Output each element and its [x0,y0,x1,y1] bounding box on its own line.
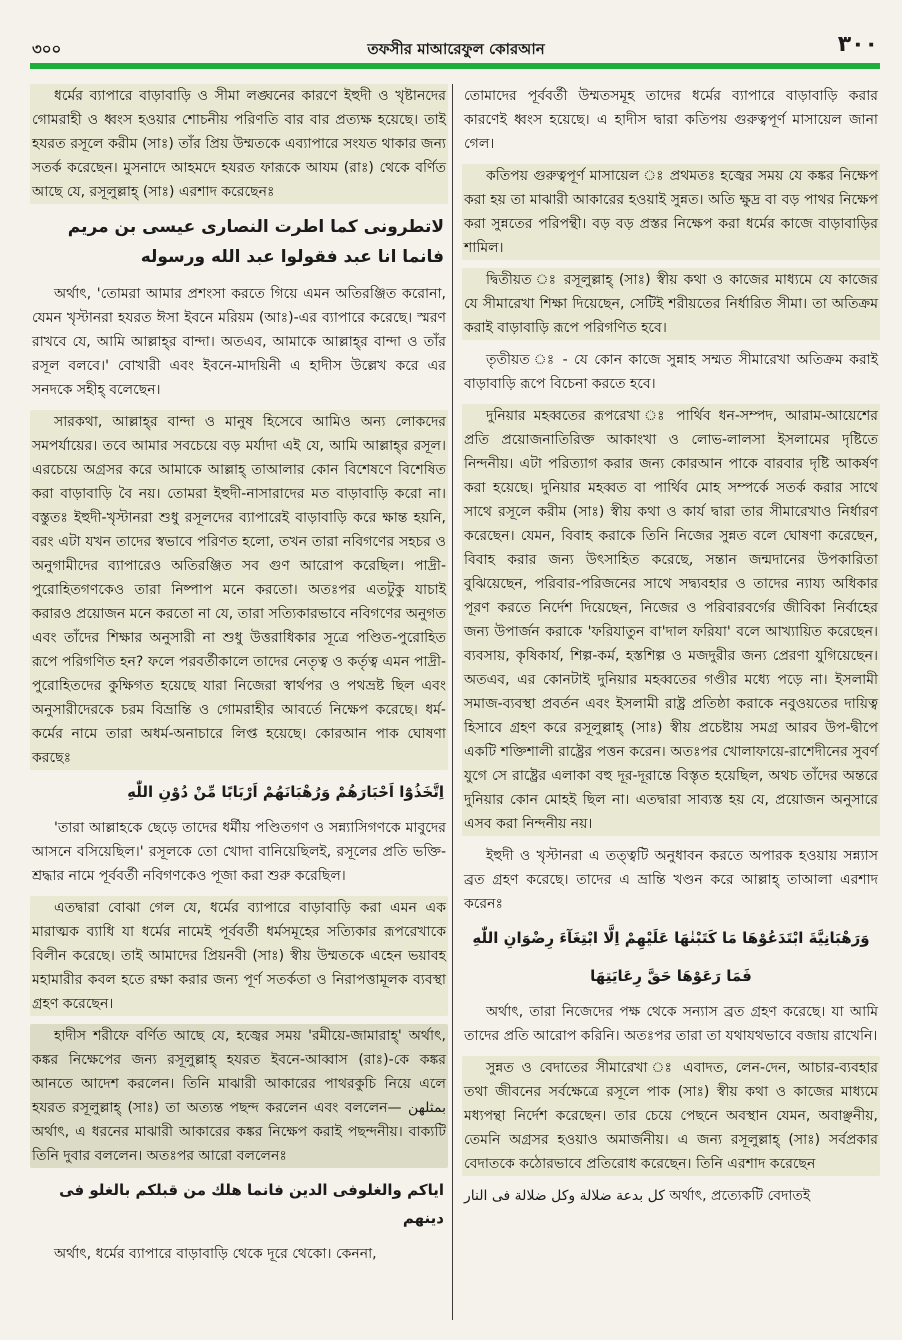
sunnah-bidah-paragraph: সুন্নত ও বেদাতের সীমারেখা ঃ এবাদত, লেন-দেন, আচার-ব্যবহার তথা জীবনের সর্বক্ষেত্রে রসূলে পাক (সাঃ) স্বীয় কথা ও কাজের মাধ্যমে মধ্যপন্থা নির্দেশ করেছেন। তার চেয়ে পেছনে অবস্থান যেমন, অবাঞ্ছনীয়, তেমনি অগ্রসর হওয়াও অমার্জনীয়। এ জন্য রসূলুল্লাহ্ (সাঃ) সর্বপ্রকার বেদাতকে কঠোরভাবে প্রতিরোধ করেছেন। তিনি এরশাদ করেছেন [462,1056,880,1176]
right-column [462,84,880,1320]
paragraph: অর্থাৎ, 'তোমরা আমার প্রশংসা করতে গিয়ে এমন অতিরঞ্জিত করোনা, যেমন খৃস্টানরা হযরত ঈসা ইবনে মরিয়ম (আঃ)-এর ব্যাপারে করেছে। স্মরণ রাখবে যে, আমি আল্লাহ্‌র বান্দা। অতএব, আমাকে আল্লাহ্‌র বান্দা ও তাঁর রসূল বলবে।' বোখারী এবং ইবনে-মাদয়িনী এ হাদীস উল্লেখ করে এর সনদকে সহীহ্ বলেছেন। [32,286,446,398]
paragraph: অর্থাৎ, তারা নিজেদের পক্ষ থেকে সন্যাস ব্রত গ্রহণ করেছে। যা আমি তাদের প্রতি আরোপ করিনি। অতঃপর তারা তা যথাযথভাবে বজায় রাখেনি। [464,1004,878,1044]
paragraph: সারকথা, আল্লাহ্‌র বান্দা ও মানুষ হিসেবে আমিও অন্য লোকদের সমপর্যায়ের। তবে আমার সবচেয়ে বড় মর্যাদা এই যে, আমি আল্লাহ্‌র রসূল। এরচেয়ে অগ্রসর করে আমাকে আল্লাহ্ তাআলার কোন বিশেষণে বিশেষিত করা বাড়াবাড়ি বৈ নয়। তোমরা ইহুদী-নাসারাদের মত বাড়াবাড়ি করো না। বস্তুতঃ ইহুদী-খৃস্টানরা শুধু রসূলদের ব্যাপারেই বাড়াবাড়ি করে ক্ষান্ত হয়নি, বরং এটা যখন তাদের স্বভাবে পরিণত হলো, তখন তারা নবিগণের সহচর ও অনুগামীদের ব্যাপারেও অতিরঞ্জিত সব গুণ আরোপ করেছিল। পাদ্রী-পুরোহিতগণকেও তারা নিষ্পাপ মনে করতো। অতঃপর এতটুকু যাচাই করারও প্রয়োজন মনে করতো না যে, তারা সত্যিকারভাবে নবিগণের অনুগত এবং তাঁদের শিক্ষার অনুসারী না শুধু উত্তরাধিকার সূত্রে পণ্ডিত-পুরোহিত রূপে পরিগণিত হন? ফলে পরবর্তীকালে তাদের নেতৃত্ব ও কর্তৃত্ব এমন পাদ্রী-পুরোহিতদের কুক্ষিগত হয়েছে যারা নিজেরা স্বার্থপর ও পথভ্রষ্ট ছিল এবং অনুসারীদেরকে চরম বিভ্রান্তি ও গোমরাহীর আবর্তে নিক্ষেপ করেছে। ধর্ম-কর্মের নামে তারা অধর্ম-অনাচারে লিপ্ত হয়েছে। কোরআন পাক ঘোষণা করছেঃ [30,410,448,770]
paragraph: অর্থাৎ, ধর্মের ব্যাপারে বাড়াবাড়ি থেকে দূরে থেকো। কেননা, [54,1246,377,1262]
header-rule [30,63,880,69]
arabic-hadith: لاتطرونى كما اطرت النصارى عيسى بن مريم فانما انا عبد فقولوا عبد الله ورسوله [67,217,444,267]
paragraph: দ্বিতীয়ত ঃ রসূলুল্লাহ্ (সাঃ) স্বীয় কথা ও কাজের মাধ্যমে যে কাজের যে সীমারেখা শিক্ষা দিয়েছেন, সেটিই শরীয়তের নির্ধারিত সীমা। তা অতিক্রম করাই বাড়াবাড়ি রূপে পরিগণিত হবে। [462,268,880,340]
left-column [30,84,448,1320]
paragraph: ধর্মের ব্যাপারে বাড়াবাড়ি ও সীমা লঙ্ঘনের কারণে ইহুদী ও খৃষ্টানদের গোমরাহী ও ধ্বংস হওয়ার শোচনীয় পরিণতি বার বার প্রত্যক্ষ হয়েছে। তাই হযরত রসূলে করীম (সাঃ) তাঁর প্রিয় উম্মতকে এব্যাপারে সংযত থাকার জন্য সতর্ক করেছেন। মুসনাদে আহমদে হযরত ফারূকে আযম (রাঃ) থেকে বর্ণিত আছে যে, রসূলুল্লাহ্ (সাঃ) এরশাদ করেছেনঃ [30,84,448,204]
paragraph: এতদ্বারা বোঝা গেল যে, ধর্মের ব্যাপারে বাড়াবাড়ি করা এমন এক মারাত্মক ব্যাধি যা ধর্মের নামেই পূর্ববর্তী ধর্মসমূহের সত্যিকার রূপরেখাকে বিলীন করেছে। তাই আমাদের প্রিয়নবী (সাঃ) স্বীয় উম্মতকে এহেন ভয়াবহ মহামারীর কবল হতে রক্ষা করার জন্য পূর্ণ সতর্কতা ও নিরাপত্তামূলক ব্যবস্থা গ্রহণ করেছেন। [30,896,448,1016]
paragraph: ইহুদী ও খৃস্টানরা এ তত্ত্বটি অনুধাবন করতে অপারক হওয়ায় সন্ন্যাস ব্রত গ্রহণ করেছে। তাদের এ ভ্রান্তি খণ্ডন করে আল্লাহ্ তাআলা এরশাদ করেনঃ [464,848,878,912]
paragraph: হাদীস শরীফে বর্ণিত আছে যে, হজ্বের সময় 'রমীয়ে-জামারাহ্' অর্থাৎ, কঙ্কর নিক্ষেপের জন্য রসূলুল্লাহ্ হযরত ইবনে-আব্বাস (রাঃ)-কে কঙ্কর আনতে আদেশ করলেন। তিনি মাঝারী আকারের পাথরকুচি নিয়ে এলে হযরত রসূলুল্লাহ্ (সাঃ) তা অত্যন্ত পছন্দ করলেন এবং বললেন— بمثلهن অর্থাৎ, এ ধরনের মাঝারী আকারের কঙ্কর নিক্ষেপ করাই পছন্দনীয়। বাক্যটি তিনি দুবার বললেন। অতঃপর আরো বললেনঃ [30,1024,448,1168]
paragraph: 'তারা আল্লাহকে ছেড়ে তাদের ধর্মীয় পণ্ডিতগণ ও সন্ন্যাসিগণকে মাবুদের আসনে বসিয়েছিল।' রসূলকে তো খোদা বানিয়েছিলই, রসূলের প্রতি ভক্তি-শ্রদ্ধার নামে পূর্ববর্তী নবিগণকেও পূজা করা শুরু করেছিল। [32,820,446,884]
paragraph: তৃতীয়ত ঃ - যে কোন কাজে সুন্নাহ সম্মত সীমারেখা অতিক্রম করাই বাড়াবাড়ি রূপে বিচেনা করতে হবে। [464,352,878,392]
page-number-left: ৩০০ [32,40,62,58]
arabic-verse: فَمَا رَعَوْهَا حَقَّ رِعَايَتِهَا [590,967,752,985]
page-header [30,30,882,60]
paragraph: তোমাদের পূর্ববর্তী উম্মতসমূহ তাদের ধর্মের ব্যাপারে বাড়াবাড়ি করার কারণেই ধ্বংস হয়েছে। এ হাদীস দ্বারা কতিপয় গুরুত্বপূর্ণ মাসায়েল জানা গেল। [464,88,878,152]
arabic-verse: وَرَهْبَانِيَّةَ ابْتَدَعُوْهَا مَا كَتَبْنٰهَا عَلَيْهِمْ اِلَّا ابْتِغَآءَ رِضْوَانِ اللّٰهِ [472,929,870,947]
paragraph: كل بدعة ضلالة وكل ضلالة فى النار অর্থাৎ, প্রত্যেকটি বেদাতই [464,1188,811,1204]
dunia-paragraph: দুনিয়ার মহব্বতের রূপরেখা ঃ পার্থিব ধন-সম্পদ, আরাম-আয়েশের প্রতি প্রয়োজনাতিরিক্ত আকাংখা ও লোভ-লালসা ইসলামের দৃষ্টিতে নিন্দনীয়। এটা পরিত্যাগ করার জন্য কোরআন পাকে বারবার দৃষ্টি আকর্ষণ করা হয়েছে। দুনিয়ার মহব্বত বা পার্থিব মোহ সম্পর্কে সতর্ক করার সাথে সাথে রসূলে করীম (সাঃ) স্বীয় কথা ও কার্য দ্বারা তার সীমারেখাও নির্ধারণ করেছেন। যেমন, বিবাহ করাকে তিনি নিজের সুন্নত বলে ঘোষণা করেছেন, বিবাহ করার জন্য উৎসাহিত করেছে, সন্তান জন্মদানের উপকারিতা বুঝিয়েছেন, পরিবার-পরিজনের সাথে সদ্ব্যবহার ও তাদের ন্যায্য অধিকার পূরণ করতে নির্দেশ দিয়েছেন, নিজের ও পরিবারবর্গের জীবিকা নির্বাহের জন্য উপার্জন করাকে 'ফরিযাতুন বা'দাল ফরিযা' বলে আখ্যায়িত করেছেন। ব্যবসায়, কৃষিকার্য, শিল্প-কর্ম, হস্তশিল্প ও মজদুরীর জন্য প্রেরণা যুগিয়েছেন। অতএব, এর কোনটাই দুনিয়ার মহব্বতের গণ্ডীর মধ্যে পড়ে না। ইসলামী সমাজ-ব্যবস্থা প্রবর্তন এবং ইসলামী রাষ্ট্র প্রতিষ্ঠা করাকে নবুওয়তের দায়িত্ব হিসাবে গ্রহণ করে রসূলুল্লাহ্ (সাঃ) স্বীয় প্রচেষ্টায় সমগ্র আরব উপ-দ্বীপে একটি শক্তিশালী রাষ্ট্রের পত্তন করেন। অতঃপর খোলাফায়ে-রাশেদীনের সুবর্ণ যুগে সে রাষ্ট্রের এলাকা বহু দূর-দূরান্তে বিস্তৃত হয়েছিল, অথচ তাঁদের অন্তরে দুনিয়ার কোন মোহই ছিল না। এতদ্বারা সাব্যস্ত হয় যে, প্রয়োজন অনুসারে এসব করা নিন্দনীয় নয়। [462,404,880,836]
page-number-right: ٣٠٠ [837,32,878,57]
masail-paragraph: কতিপয় গুরুত্বপূর্ণ মাসায়েল ঃ প্রথমতঃ হজ্বের সময় যে কঙ্কর নিক্ষেপ করা হয় তা মাঝারী আকারের হওয়াই সুন্নত। অতি ক্ষুদ্র বা বড় পাথর নিক্ষেপ করা সুন্নতের পরিপন্থী। বড় বড় প্রস্তর নিক্ষেপ করা ধর্মের কাজে বাড়াবাড়ির শামিল। [462,164,880,260]
column-divider [452,84,453,1320]
arabic-verse: اِتَّخَذُوْٓا اَحْبَارَهُمْ وَرُهْبَانَهُمْ اَرْبَابًا مِّنْ دُوْنِ اللّٰهِ [127,783,444,801]
running-title: তফসীর মাআরেফুল কোরআন [367,40,545,58]
arabic-hadith: اياكم والغلوفى الدين فانما هلك من قبلكم بالغلو فى دينهم [59,1181,444,1227]
